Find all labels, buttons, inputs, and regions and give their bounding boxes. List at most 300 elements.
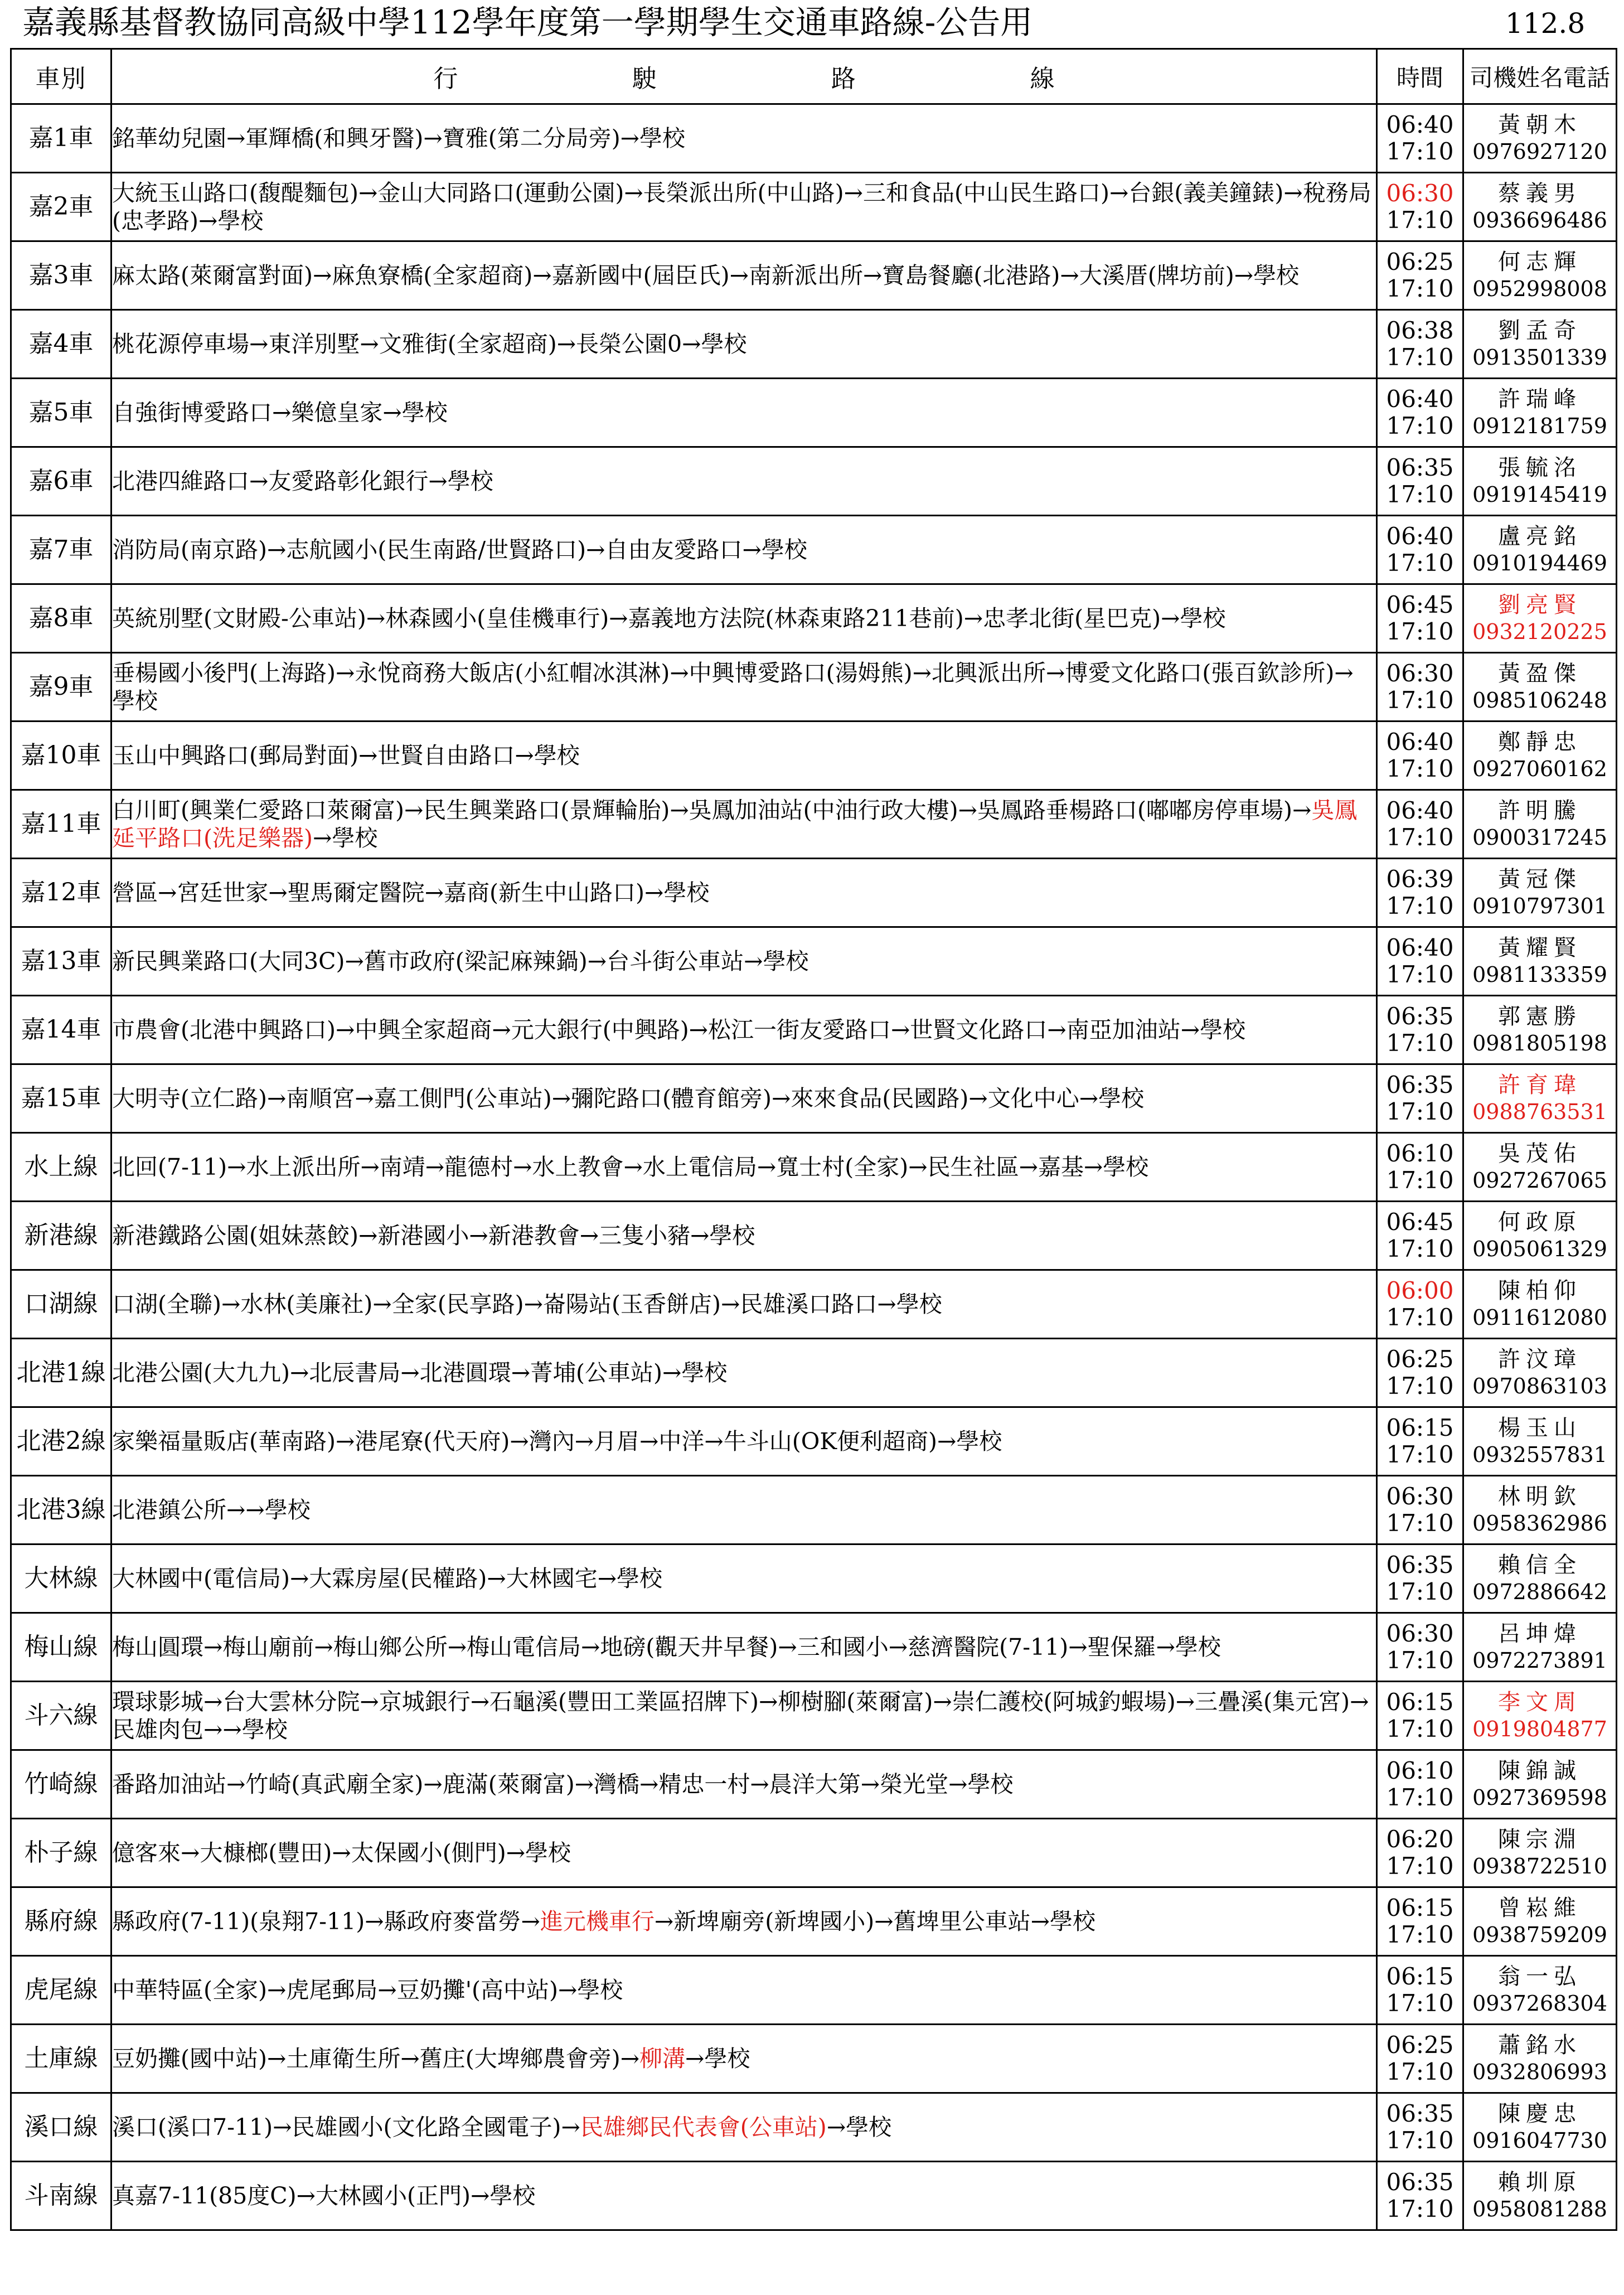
- bus-id: 嘉15車: [11, 1064, 112, 1133]
- schedule-times: [1377, 241, 1463, 310]
- bus-id: 嘉12車: [11, 859, 112, 927]
- driver-name: 郭憲勝: [1498, 1004, 1582, 1029]
- bus-id: 口湖線: [11, 1270, 112, 1339]
- bus-id: 水上線: [11, 1133, 112, 1202]
- driver-phone: 0927369598: [1472, 1785, 1607, 1810]
- bus-id: 斗南線: [11, 2162, 112, 2230]
- driver-phone: 0938722510: [1472, 1854, 1607, 1878]
- morning-time: 06:20: [1386, 1826, 1454, 1853]
- morning-time: 06:30: [1386, 1620, 1454, 1647]
- route-segment-highlight: 柳溝: [639, 2045, 686, 2072]
- table-row: [11, 1544, 1617, 1613]
- driver-info: [1463, 1202, 1617, 1270]
- route-segment: 家樂福量販店(華南路)→港尾寮(代天府)→灣內→月眉→中洋→牛斗山(OK便利超商)→學校: [112, 1428, 1002, 1455]
- driver-phone: 0927267065: [1472, 1168, 1607, 1193]
- table-row: [11, 1476, 1617, 1544]
- route-segment: 環球影城→台大雲林分院→京城銀行→石龜溪(豐田工業區招牌下)→柳樹腳(萊爾富)→崇仁護校(阿城釣蝦場)→三疊溪(集元宮)→民雄肉包→→學校: [112, 1688, 1369, 1743]
- table-row: [11, 1613, 1617, 1682]
- driver-phone: 0919804877: [1472, 1717, 1607, 1741]
- table-row: [11, 653, 1617, 722]
- route-segment: 麻太路(萊爾富對面)→麻魚寮橋(全家超商)→嘉新國中(屆臣氏)→南新派出所→寶島餐廳(北港路)→大溪厝(牌坊前)→學校: [112, 262, 1300, 289]
- bus-id: 溪口線: [11, 2093, 112, 2162]
- driver-name: 許汶璋: [1498, 1347, 1582, 1372]
- route-description: [112, 1544, 1377, 1613]
- driver-phone: 0981805198: [1472, 1031, 1607, 1055]
- route-description: [112, 379, 1377, 447]
- morning-time: 06:40: [1386, 797, 1454, 824]
- table-row: [11, 2093, 1617, 2162]
- driver-phone: 0972273891: [1472, 1648, 1607, 1673]
- morning-time: 06:40: [1386, 934, 1454, 961]
- driver-name: 楊玉山: [1498, 1415, 1582, 1441]
- schedule-times: [1377, 790, 1463, 859]
- route-description: [112, 104, 1377, 173]
- schedule-times: [1377, 1407, 1463, 1476]
- driver-info: [1463, 927, 1617, 996]
- driver-name: 許瑞峰: [1498, 386, 1582, 412]
- route-description: [112, 2025, 1377, 2093]
- route-segment: 北港公園(大九九)→北辰書局→北港圓環→菁埔(公車站)→學校: [112, 1359, 728, 1386]
- morning-time: 06:30: [1386, 1483, 1454, 1510]
- driver-info: [1463, 2162, 1617, 2230]
- morning-time: 06:35: [1386, 1551, 1454, 1579]
- schedule-times: [1377, 1133, 1463, 1202]
- morning-time: 06:15: [1386, 1894, 1454, 1921]
- driver-name: 林明欽: [1498, 1484, 1582, 1509]
- driver-info: [1463, 1407, 1617, 1476]
- route-segment: 番路加油站→竹崎(真武廟全家)→鹿滿(萊爾富)→灣橋→精忠一村→晨洋大第→榮光堂→學校: [112, 1771, 1014, 1798]
- table-row: [11, 1339, 1617, 1407]
- schedule-times: [1377, 1202, 1463, 1270]
- route-description: [112, 1270, 1377, 1339]
- driver-name: 陳錦誠: [1498, 1758, 1582, 1784]
- table-row: [11, 1064, 1617, 1133]
- driver-phone: 0905061329: [1472, 1237, 1607, 1261]
- driver-info: [1463, 653, 1617, 722]
- table-row: [11, 859, 1617, 927]
- table-row: [11, 722, 1617, 790]
- schedule-times: [1377, 653, 1463, 722]
- route-description: [112, 1064, 1377, 1133]
- schedule-times: [1377, 927, 1463, 996]
- driver-phone: 0919145419: [1472, 482, 1607, 507]
- route-segment: 新港鐵路公園(姐妹蒸餃)→新港國小→新港教會→三隻小豬→學校: [112, 1222, 755, 1249]
- driver-phone: 0958362986: [1472, 1511, 1607, 1536]
- bus-id: 朴子線: [11, 1819, 112, 1887]
- route-segment: 玉山中興路口(郵局對面)→世賢自由路口→學校: [112, 742, 580, 769]
- route-description: [112, 1887, 1377, 1956]
- table-row: [11, 1750, 1617, 1819]
- bus-id: 嘉11車: [11, 790, 112, 859]
- afternoon-time: 17:10: [1386, 1852, 1454, 1880]
- afternoon-time: 17:10: [1386, 2195, 1454, 2223]
- title-row: [0, 0, 1624, 45]
- driver-name: 黃耀賢: [1498, 935, 1582, 961]
- header-bus: 車別: [11, 49, 112, 104]
- schedule-times: [1377, 1750, 1463, 1819]
- driver-phone: 0958081288: [1472, 2197, 1607, 2221]
- bus-id: 竹崎線: [11, 1750, 112, 1819]
- table-row: [11, 584, 1617, 653]
- route-segment: 大林國中(電信局)→大霖房屋(民權路)→大林國宅→學校: [112, 1565, 663, 1592]
- driver-name: 劉亮賢: [1498, 592, 1582, 618]
- afternoon-time: 17:10: [1386, 206, 1454, 234]
- bus-id: 縣府線: [11, 1887, 112, 1956]
- route-segment: 北港鎮公所→→學校: [112, 1497, 311, 1523]
- driver-name: 盧亮銘: [1498, 524, 1582, 549]
- route-description: [112, 1339, 1377, 1407]
- route-description: [112, 1682, 1377, 1750]
- afternoon-time: 17:10: [1386, 1029, 1454, 1057]
- schedule-times: [1377, 1064, 1463, 1133]
- driver-info: [1463, 1064, 1617, 1133]
- driver-info: [1463, 2025, 1617, 2093]
- driver-info: [1463, 104, 1617, 173]
- driver-info: [1463, 1133, 1617, 1202]
- route-segment: 營區→宮廷世家→聖馬爾定醫院→嘉商(新生中山路口)→學校: [112, 879, 710, 906]
- driver-name: 賴信全: [1498, 1552, 1582, 1578]
- route-segment: 大統玉山路口(馥醍麵包)→金山大同路口(運動公園)→長榮派出所(中山路)→三和食品(中山民生路口)→台銀(義美鐘錶)→稅務局(忠孝路)→學校: [112, 180, 1371, 234]
- schedule-times: [1377, 996, 1463, 1064]
- driver-name: 許育瑋: [1498, 1072, 1582, 1098]
- route-segment: →學校: [313, 825, 378, 851]
- driver-phone: 0911612080: [1472, 1305, 1607, 1330]
- notice-date: 112.8: [1505, 7, 1586, 40]
- table-row: [11, 447, 1617, 516]
- morning-time: 06:39: [1386, 865, 1454, 893]
- driver-info: [1463, 584, 1617, 653]
- driver-info: [1463, 1750, 1617, 1819]
- driver-phone: 0970863103: [1472, 1374, 1607, 1398]
- driver-phone: 0910797301: [1472, 894, 1607, 918]
- table-row: [11, 173, 1617, 241]
- schedule-times: [1377, 2025, 1463, 2093]
- driver-phone: 0972886642: [1472, 1580, 1607, 1604]
- driver-name: 曾崧維: [1498, 1895, 1582, 1921]
- morning-time: 06:35: [1386, 454, 1454, 481]
- schedule-times: [1377, 173, 1463, 241]
- driver-name: 翁一弘: [1498, 1964, 1582, 1989]
- route-segment: 北港四維路口→友愛路彰化銀行→學校: [112, 468, 493, 495]
- schedule-times: [1377, 2162, 1463, 2230]
- route-segment: 中華特區(全家)→虎尾郵局→豆奶攤'(高中站)→學校: [112, 1977, 623, 2003]
- route-segment: 市農會(北港中興路口)→中興全家超商→元大銀行(中興路)→松江一街友愛路口→世賢文化路口→南亞加油站→學校: [112, 1016, 1246, 1043]
- header-route-char: 駛: [632, 65, 657, 93]
- header-time: 時間: [1377, 49, 1463, 104]
- route-segment-highlight: 民雄鄉民代表會(公車站): [580, 2114, 827, 2141]
- route-segment: →學校: [685, 2045, 750, 2072]
- table-row: [11, 2162, 1617, 2230]
- driver-info: [1463, 1819, 1617, 1887]
- route-segment: →新埤廟旁(新埤國小)→舊埤里公車站→學校: [654, 1908, 1095, 1935]
- route-description: [112, 653, 1377, 722]
- route-description: [112, 173, 1377, 241]
- driver-info: [1463, 859, 1617, 927]
- schedule-times: [1377, 2093, 1463, 2162]
- driver-info: [1463, 2093, 1617, 2162]
- morning-time: 06:40: [1386, 728, 1454, 756]
- bus-id: 嘉6車: [11, 447, 112, 516]
- driver-info: [1463, 1544, 1617, 1613]
- driver-name: 黃盈傑: [1498, 661, 1582, 686]
- route-segment: 消防局(南京路)→志航國小(民生南路/世賢路口)→自由友愛路口→學校: [112, 536, 807, 563]
- table-row: [11, 1133, 1617, 1202]
- afternoon-time: 17:10: [1386, 2058, 1454, 2085]
- route-segment: 口湖(全聯)→水林(美廉社)→全家(民享路)→崙陽站(玉香餅店)→民雄溪口路口→學校: [112, 1291, 942, 1318]
- driver-info: [1463, 996, 1617, 1064]
- route-segment: 自強街博愛路口→樂億皇家→學校: [112, 399, 448, 426]
- schedule-times: [1377, 1819, 1463, 1887]
- morning-time: 06:45: [1386, 1208, 1454, 1236]
- afternoon-time: 17:10: [1386, 1715, 1454, 1742]
- morning-time: 06:40: [1386, 522, 1454, 550]
- afternoon-time: 17:10: [1386, 275, 1454, 302]
- schedule-times: [1377, 1339, 1463, 1407]
- driver-phone: 0927060162: [1472, 757, 1607, 781]
- driver-name: 陳柏仰: [1498, 1278, 1582, 1304]
- driver-phone: 0913501339: [1472, 345, 1607, 370]
- morning-time: 06:25: [1386, 2031, 1454, 2059]
- route-table: [10, 48, 1617, 2231]
- afternoon-time: 17:10: [1386, 961, 1454, 988]
- route-segment: 銘華幼兒園→軍輝橋(和興牙醫)→寶雅(第二分局旁)→學校: [112, 125, 686, 152]
- bus-id: 土庫線: [11, 2025, 112, 2093]
- driver-phone: 0932557831: [1472, 1442, 1607, 1467]
- table-header-row: [11, 49, 1617, 104]
- morning-time: 06:35: [1386, 1071, 1454, 1098]
- driver-phone: 0938759209: [1472, 1923, 1607, 1947]
- morning-time: 06:15: [1386, 1414, 1454, 1441]
- table-row: [11, 310, 1617, 379]
- driver-name: 陳宗淵: [1498, 1827, 1582, 1852]
- schedule-times: [1377, 584, 1463, 653]
- bus-id: 虎尾線: [11, 1956, 112, 2025]
- schedule-times: [1377, 310, 1463, 379]
- bus-id: 北港3線: [11, 1476, 112, 1544]
- driver-info: [1463, 379, 1617, 447]
- route-description: [112, 1956, 1377, 2025]
- bus-id: 梅山線: [11, 1613, 112, 1682]
- route-description: [112, 927, 1377, 996]
- afternoon-time: 17:10: [1386, 892, 1454, 919]
- bus-id: 嘉8車: [11, 584, 112, 653]
- schedule-times: [1377, 1956, 1463, 2025]
- driver-info: [1463, 1476, 1617, 1544]
- afternoon-time: 17:10: [1386, 343, 1454, 371]
- route-rows: [11, 104, 1617, 2230]
- driver-phone: 0988763531: [1472, 1100, 1607, 1124]
- afternoon-time: 17:10: [1386, 549, 1454, 577]
- table-row: [11, 1819, 1617, 1887]
- route-segment: 縣政府(7-11)(泉翔7-11)→縣政府麥當勞→: [112, 1908, 540, 1935]
- route-description: [112, 584, 1377, 653]
- route-description: [112, 1613, 1377, 1682]
- table-row: [11, 1407, 1617, 1476]
- route-description: [112, 790, 1377, 859]
- morning-time: 06:30: [1386, 660, 1454, 687]
- driver-name: 何志輝: [1498, 249, 1582, 275]
- morning-time: 06:35: [1386, 1003, 1454, 1030]
- route-description: [112, 1202, 1377, 1270]
- schedule-times: [1377, 1270, 1463, 1339]
- driver-phone: 0932806993: [1472, 2060, 1607, 2084]
- bus-id: 斗六線: [11, 1682, 112, 1750]
- route-description: [112, 516, 1377, 584]
- route-description: [112, 1407, 1377, 1476]
- afternoon-time: 17:10: [1386, 1647, 1454, 1674]
- morning-time: 06:25: [1386, 1345, 1454, 1373]
- table-row: [11, 1682, 1617, 1750]
- morning-time: 06:15: [1386, 1963, 1454, 1990]
- route-description: [112, 1476, 1377, 1544]
- afternoon-time: 17:10: [1386, 618, 1454, 645]
- route-description: [112, 1819, 1377, 1887]
- bus-id: 北港1線: [11, 1339, 112, 1407]
- schedule-times: [1377, 722, 1463, 790]
- route-segment: 大明寺(立仁路)→南順宮→嘉工側門(公車站)→彌陀路口(體育館旁)→來來食品(民國路)→文化中心→學校: [112, 1085, 1145, 1112]
- route-segment: →學校: [826, 2114, 892, 2141]
- afternoon-time: 17:10: [1386, 1098, 1454, 1125]
- route-description: [112, 996, 1377, 1064]
- bus-id: 嘉5車: [11, 379, 112, 447]
- bus-id: 嘉13車: [11, 927, 112, 996]
- page-title: 嘉義縣基督教協同高級中學112學年度第一學期學生交通車路線-公告用: [22, 3, 1033, 41]
- driver-info: [1463, 722, 1617, 790]
- morning-time: 06:35: [1386, 2168, 1454, 2196]
- route-segment: 億客來→大槺榔(豐田)→太保國小(側門)→學校: [112, 1839, 571, 1866]
- driver-name: 張毓洺: [1498, 455, 1582, 481]
- driver-name: 何政原: [1498, 1209, 1582, 1235]
- table-row: [11, 996, 1617, 1064]
- table-row: [11, 241, 1617, 310]
- route-description: [112, 2093, 1377, 2162]
- driver-name: 賴圳原: [1498, 2170, 1582, 2195]
- morning-time: 06:40: [1386, 385, 1454, 413]
- schedule-times: [1377, 516, 1463, 584]
- schedule-times: [1377, 1887, 1463, 1956]
- afternoon-time: 17:10: [1386, 138, 1454, 165]
- afternoon-time: 17:10: [1386, 1441, 1454, 1468]
- driver-phone: 0937268304: [1472, 1991, 1607, 2016]
- driver-name: 蔡義男: [1498, 181, 1582, 206]
- table-row: [11, 1887, 1617, 1956]
- route-description: [112, 722, 1377, 790]
- afternoon-time: 17:10: [1386, 1578, 1454, 1605]
- driver-info: [1463, 1682, 1617, 1750]
- driver-phone: 0932120225: [1472, 619, 1607, 644]
- bus-id: 新港線: [11, 1202, 112, 1270]
- driver-name: 許明騰: [1498, 798, 1582, 824]
- driver-name: 黃朝木: [1498, 112, 1582, 138]
- afternoon-time: 17:10: [1386, 686, 1454, 714]
- driver-name: 呂坤煒: [1498, 1621, 1582, 1647]
- header-route: [112, 49, 1377, 104]
- driver-phone: 0916047730: [1472, 2128, 1607, 2153]
- morning-time: 06:35: [1386, 2100, 1454, 2127]
- table-row: [11, 927, 1617, 996]
- route-description: [112, 1750, 1377, 1819]
- driver-info: [1463, 310, 1617, 379]
- table-row: [11, 1956, 1617, 2025]
- driver-phone: 0976927120: [1472, 139, 1607, 164]
- table-row: [11, 379, 1617, 447]
- afternoon-time: 17:10: [1386, 2127, 1454, 2154]
- route-segment-highlight: 進元機車行: [540, 1908, 655, 1935]
- morning-time: 06:40: [1386, 111, 1454, 138]
- route-description: [112, 1133, 1377, 1202]
- afternoon-time: 17:10: [1386, 755, 1454, 782]
- table-row: [11, 1270, 1617, 1339]
- afternoon-time: 17:10: [1386, 1921, 1454, 1948]
- driver-phone: 0985106248: [1472, 688, 1607, 713]
- schedule-times: [1377, 379, 1463, 447]
- driver-info: [1463, 173, 1617, 241]
- header-route-char: 線: [1030, 65, 1055, 93]
- afternoon-time: 17:10: [1386, 1304, 1454, 1331]
- driver-phone: 0900317245: [1472, 825, 1607, 850]
- afternoon-time: 17:10: [1386, 824, 1454, 851]
- table-row: [11, 790, 1617, 859]
- morning-time: 06:45: [1386, 591, 1454, 618]
- driver-name: 陳慶忠: [1498, 2101, 1582, 2127]
- driver-phone: 0952998008: [1472, 277, 1607, 301]
- driver-name: 黃冠傑: [1498, 866, 1582, 892]
- table-row: [11, 104, 1617, 173]
- morning-time: 06:00: [1386, 1277, 1454, 1304]
- route-description: [112, 859, 1377, 927]
- route-segment: 豆奶攤(國中站)→土庫衛生所→舊庄(大埤鄉農會旁)→: [112, 2045, 640, 2072]
- bus-id: 嘉14車: [11, 996, 112, 1064]
- schedule-times: [1377, 1544, 1463, 1613]
- morning-time: 06:15: [1386, 1688, 1454, 1716]
- header-route-char: 行: [433, 65, 458, 93]
- bus-id: 嘉7車: [11, 516, 112, 584]
- table-row: [11, 2025, 1617, 2093]
- afternoon-time: 17:10: [1386, 1235, 1454, 1262]
- afternoon-time: 17:10: [1386, 1784, 1454, 1811]
- bus-id: 北港2線: [11, 1407, 112, 1476]
- schedule-times: [1377, 1613, 1463, 1682]
- driver-info: [1463, 447, 1617, 516]
- bus-id: 嘉4車: [11, 310, 112, 379]
- route-segment: 溪口(溪口7-11)→民雄國小(文化路全國電子)→: [112, 2114, 580, 2141]
- morning-time: 06:10: [1386, 1140, 1454, 1167]
- morning-time: 06:25: [1386, 248, 1454, 275]
- route-segment: 真嘉7-11(85度C)→大林國小(正門)→學校: [112, 2182, 536, 2209]
- route-segment: 北回(7-11)→水上派出所→南靖→龍德村→水上教會→水上電信局→寬士村(全家)→民生社區→嘉基→學校: [112, 1154, 1149, 1180]
- schedule-times: [1377, 1476, 1463, 1544]
- header-route-char: 路: [831, 65, 856, 93]
- afternoon-time: 17:10: [1386, 481, 1454, 508]
- driver-info: [1463, 1956, 1617, 2025]
- afternoon-time: 17:10: [1386, 1509, 1454, 1537]
- morning-time: 06:10: [1386, 1757, 1454, 1784]
- route-segment: 新民興業路口(大同3C)→舊市政府(梁記麻辣鍋)→台斗街公車站→學校: [112, 948, 809, 975]
- afternoon-time: 17:10: [1386, 412, 1454, 439]
- route-description: [112, 241, 1377, 310]
- route-segment: 垂楊國小後門(上海路)→永悅商務大飯店(小紅帽冰淇淋)→中興博愛路口(湯姆熊)→北興派出所→博愛文化路口(張百欽診所)→學校: [112, 660, 1354, 714]
- route-segment-highlight: 吳鳳延平路口(洗足樂器): [112, 797, 1358, 851]
- header-driver: 司機姓名電話: [1463, 49, 1617, 104]
- route-description: [112, 447, 1377, 516]
- bus-id: 嘉3車: [11, 241, 112, 310]
- schedule-times: [1377, 1682, 1463, 1750]
- route-segment: 梅山圓環→梅山廟前→梅山鄉公所→梅山電信局→地磅(觀天井早餐)→三和國小→慈濟醫院(7-11)→聖保羅→學校: [112, 1634, 1221, 1660]
- driver-info: [1463, 790, 1617, 859]
- driver-phone: 0936696486: [1472, 208, 1607, 233]
- driver-name: 劉孟奇: [1498, 318, 1582, 343]
- morning-time: 06:30: [1386, 180, 1454, 207]
